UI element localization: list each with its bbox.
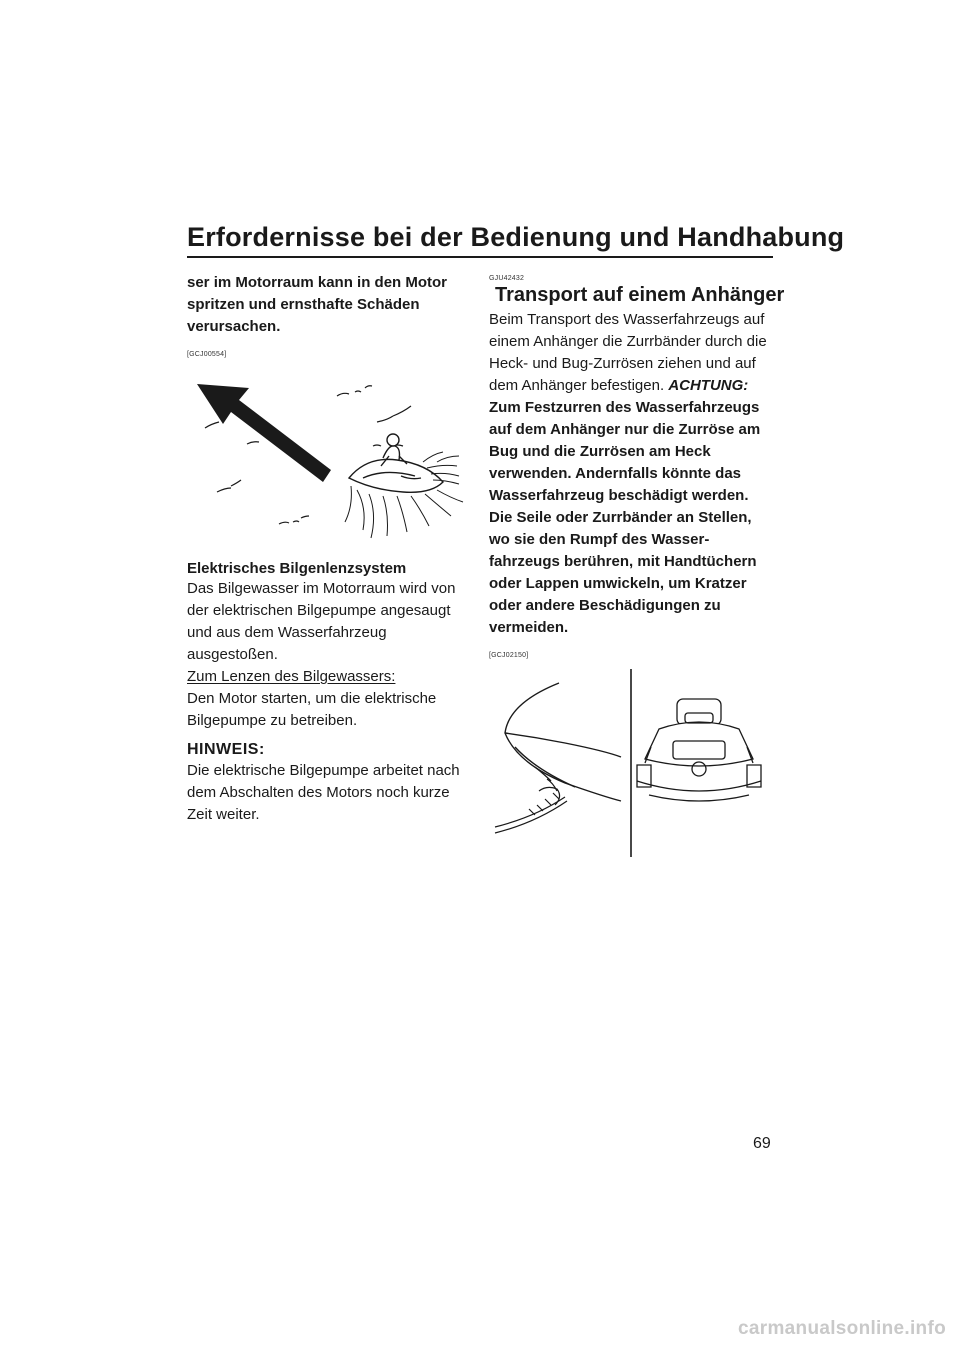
figure-code-right: [GCJ02150] bbox=[489, 652, 529, 659]
caution-label: ACHTUNG: bbox=[668, 377, 749, 394]
intro-text: ser im Motorraum kann in den Motor spritzen und ernsthafte Schäden verursachen. bbox=[187, 274, 448, 335]
title-rule bbox=[187, 256, 773, 258]
bilge-paragraph: Das Bilgewasser im Motorraum wird von der elektrischen Bilgepumpe angesaugt und aus dem Wasserfahrzeug ausgestoßen. bbox=[187, 580, 456, 663]
transport-paragraph bbox=[489, 309, 775, 639]
left-column bbox=[187, 272, 467, 826]
figure-code-left: [GCJ00554] bbox=[187, 351, 227, 358]
bow-hull-icon bbox=[505, 683, 621, 801]
stern-view-icon bbox=[637, 699, 761, 801]
bilge-subheading: Elektrisches Bilgenlenzsystem bbox=[187, 560, 407, 577]
note-label: HINWEIS: bbox=[187, 741, 265, 758]
splash-figure bbox=[187, 366, 467, 556]
note-text: Die elektrische Bilgepumpe arbeitet nach dem Abschalten des Motors noch kurze Zeit weiter. bbox=[187, 762, 460, 823]
jet-ski-icon bbox=[349, 434, 443, 492]
page-title: Erfordernisse bei der Bedienung und Handhabung bbox=[187, 222, 845, 252]
tie-down-illustration bbox=[489, 669, 775, 857]
watermark-text: carmanualsonline.info bbox=[738, 1318, 946, 1339]
right-column bbox=[489, 272, 785, 857]
procedure-text: Den Motor starten, um die elektrische Bilgepumpe zu betreiben. bbox=[187, 690, 437, 729]
direction-arrow-icon bbox=[197, 384, 331, 482]
section-title: Transport auf einem Anhänger bbox=[495, 284, 785, 306]
section-code: GJU42432 bbox=[489, 275, 525, 282]
transport-text: Beim Transport des Wasserfahrzeugs auf einem Anhänger die Zurrbänder durch die Heck- und Bug-Zurrösen ziehen und auf dem Anhänger befestigen. bbox=[489, 311, 767, 394]
caution-text: Zum Festzurren des Wasserfahrzeugs auf dem Anhänger nur die Zurröse am Bug und die Zurrösen am Heck verwenden. Andernfalls könnte das Wasserfahrzeug beschädigt werden. Die Seile oder Zurrbänder an Stellen, wo sie den Rumpf des Wasserfahrzeugs berühren, mit Handtüchern oder Lappen umwickeln, um Kratzer oder andere Beschädigungen zu vermeiden. bbox=[489, 399, 761, 636]
watermark bbox=[0, 1318, 960, 1352]
tie-down-figure bbox=[489, 669, 775, 857]
rope-icon bbox=[495, 779, 567, 833]
page-number: 69 bbox=[753, 1135, 771, 1152]
procedure-label: Zum Lenzen des Bilgewassers: bbox=[187, 668, 396, 685]
jet-ski-splash-illustration bbox=[187, 366, 467, 556]
